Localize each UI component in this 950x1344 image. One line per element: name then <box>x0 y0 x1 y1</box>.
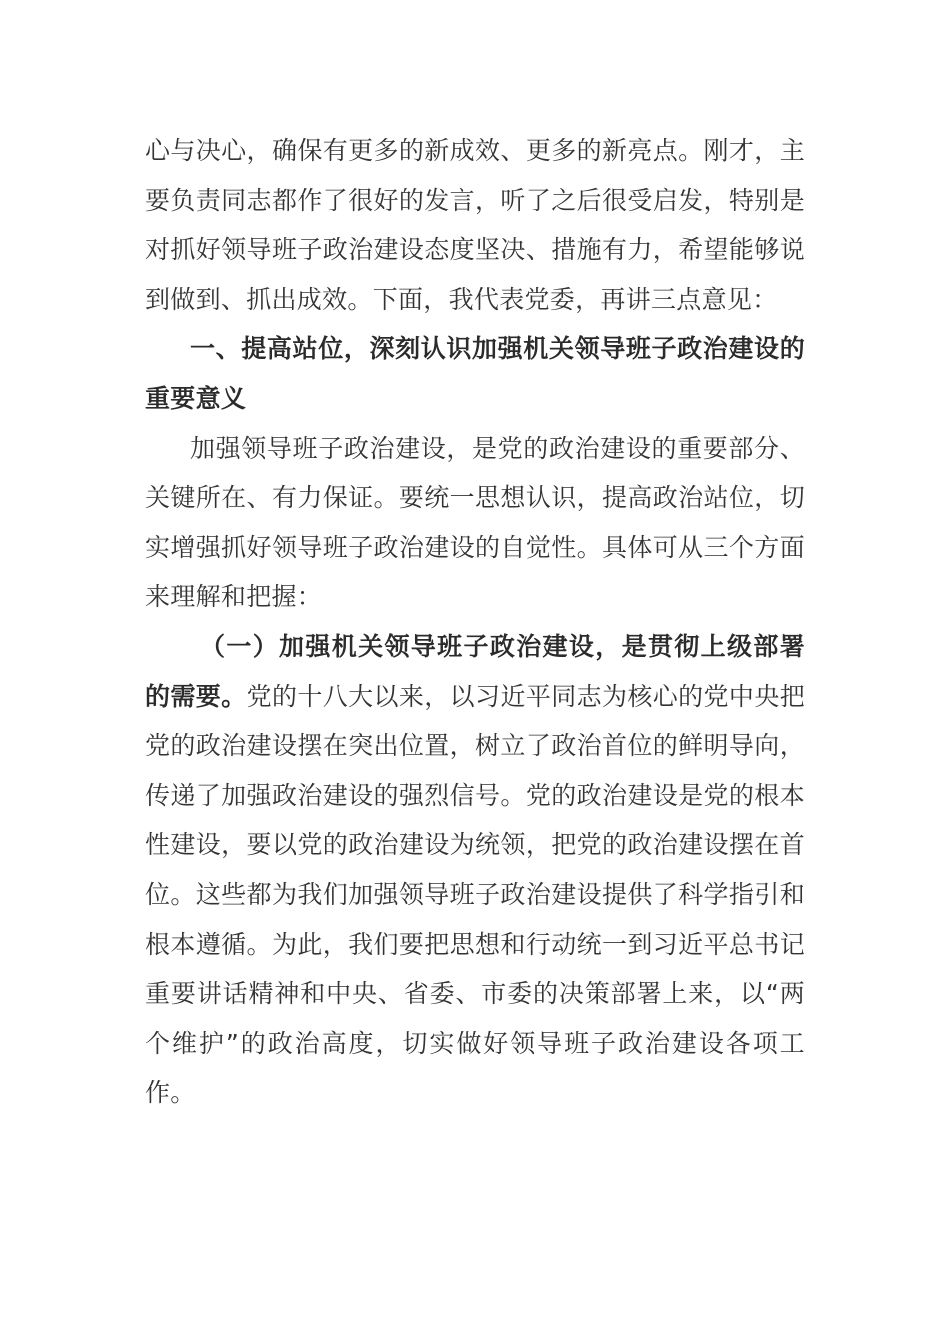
section-heading-1: 一、提高站位，深刻认识加强机关领导班子政治建设的重要意义 <box>145 334 805 413</box>
subsection-1-body: 党的十八大以来，以习近平同志为核心的党中央把党的政治建设摆在突出位置，树立了政治首位的鲜明导向，传递了加强政治建设的强烈信号。党的政治建设是党的根本性建设，要以党的政治建设为统领，把党的政治建设摆在首位。这些都为我们加强领导班子政治建设提供了科学指引和根本遵循。为此，我们要把思想和行动统一到习近平总书记重要讲话精神和中央、省委、市委的决策部署上来，以“两个维护”的政治高度，切实做好领导班子政治建设各项工作。 <box>145 681 806 1108</box>
paragraph-subsection-1 <box>145 622 805 1118</box>
subsection-1-lead: （一）加强机关领导班子政治建设，是贯彻上级部署的需要。 <box>145 631 805 711</box>
paragraph-intro-continuation: 心与决心，确保有更多的新成效、更多的新亮点。刚才，主要负责同志都作了很好的发言，听了之后很受启发，特别是对抓好领导班子政治建设态度坚决、措施有力，希望能够说到做到、抓出成效。下面，我代表党委，再讲三点意见： <box>145 136 805 314</box>
document-body <box>145 126 805 1118</box>
paragraph-section-1-intro: 加强领导班子政治建设，是党的政治建设的重要部分、关键所在、有力保证。要统一思想认识，提高政治站位，切实增强抓好领导班子政治建设的自觉性。具体可从三个方面来理解和把握： <box>145 433 805 612</box>
